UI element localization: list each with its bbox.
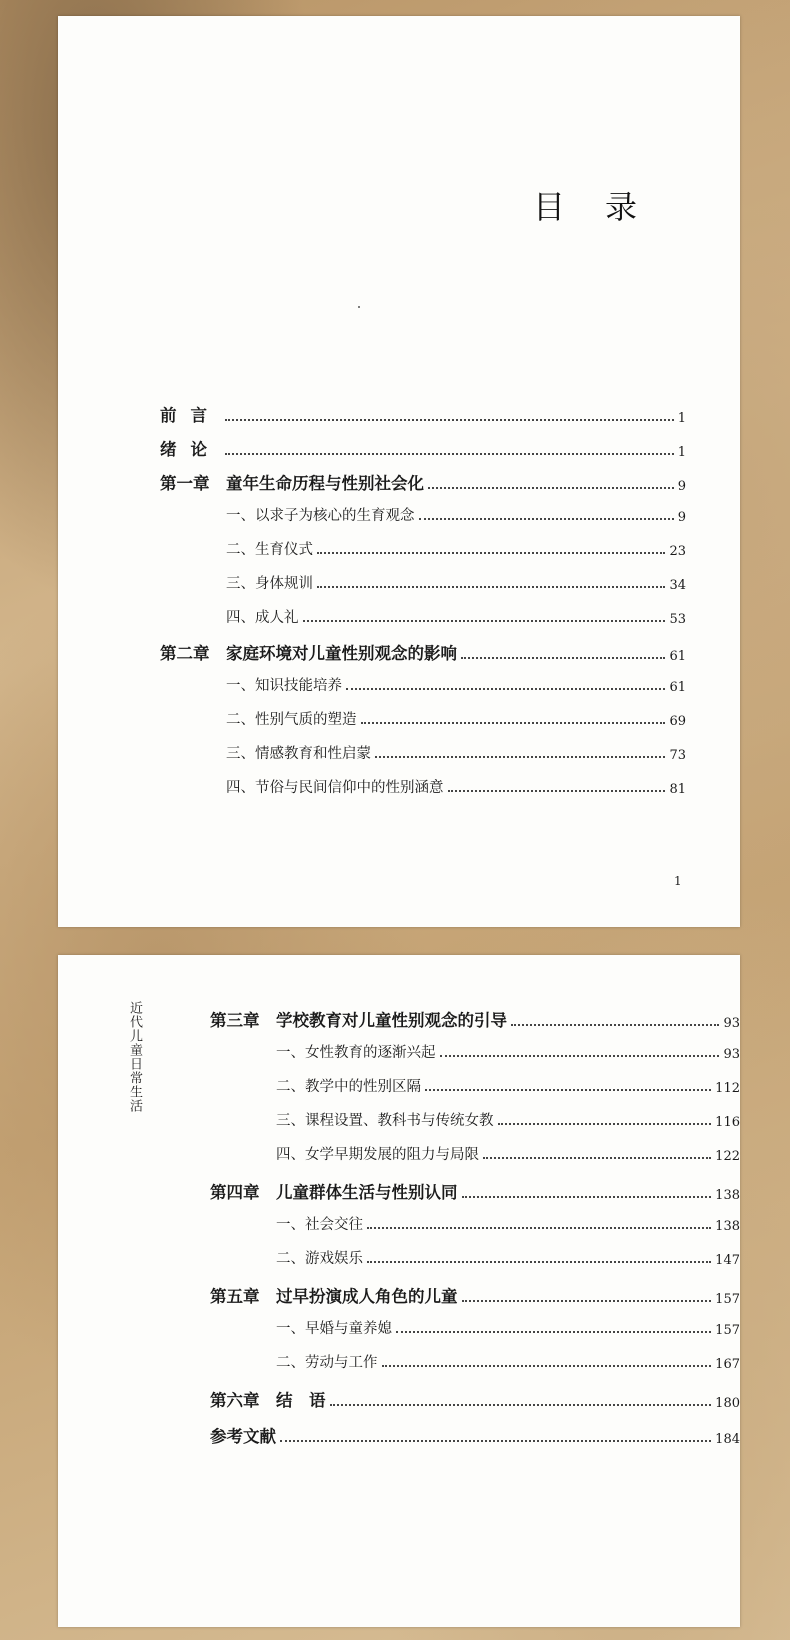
toc-entry-label: 第六章 结 语 <box>210 1391 326 1410</box>
toc-entry-page: 69 <box>669 714 686 729</box>
toc-entry-label: 一、知识技能培养 <box>226 678 342 694</box>
toc-entry-page: 184 <box>715 1432 740 1447</box>
toc-entry-label: 绪论 <box>160 440 221 459</box>
toc-entry-label: 四、节俗与民间信仰中的性别涵意 <box>226 780 444 796</box>
toc-entry-section[interactable] <box>276 1075 740 1096</box>
toc-entry-page: 167 <box>715 1357 740 1372</box>
toc-entry-chapter-3[interactable] <box>210 1007 740 1031</box>
toc-entry-label: 一、以求子为核心的生育观念 <box>226 508 415 524</box>
toc-entry-section[interactable] <box>276 1041 740 1062</box>
toc-entry-label: 一、早婚与童养媳 <box>276 1321 392 1337</box>
toc-entry-label: 二、游戏娱乐 <box>276 1251 363 1267</box>
toc-entry-section[interactable] <box>276 1213 740 1234</box>
toc-title-char-2: 录 <box>605 188 642 226</box>
toc-entry-section[interactable] <box>226 538 686 559</box>
dot-leader <box>317 586 665 588</box>
toc-entry-section[interactable] <box>276 1317 740 1338</box>
toc-entry-page: 116 <box>715 1115 740 1130</box>
toc-entry-page: 53 <box>669 612 686 627</box>
toc-entry-page: 1 <box>677 445 686 460</box>
toc-entry-page: 61 <box>669 680 686 695</box>
stray-dot <box>358 306 360 308</box>
dot-leader <box>462 1196 712 1198</box>
toc-entry-section[interactable] <box>226 674 686 695</box>
toc-entry-label: 一、女性教育的逐渐兴起 <box>276 1045 436 1061</box>
toc-entry-section[interactable] <box>226 606 686 627</box>
dot-leader <box>511 1024 719 1026</box>
toc-entry-label: 二、劳动与工作 <box>276 1355 378 1371</box>
toc-entry-section[interactable] <box>226 742 686 763</box>
toc-entry-label: 第五章 过早扮演成人角色的儿童 <box>210 1287 458 1306</box>
toc-entry-page: 81 <box>669 782 686 797</box>
toc-entry-label: 一、社会交往 <box>276 1217 363 1233</box>
dot-leader <box>419 518 674 520</box>
toc-entry-page: 122 <box>715 1149 740 1164</box>
toc-entry-label: 三、情感教育和性启蒙 <box>226 746 371 762</box>
dot-leader <box>440 1055 720 1057</box>
toc-entry-page: 73 <box>669 748 686 763</box>
toc-entry-preface[interactable] <box>160 402 686 426</box>
dot-leader <box>461 657 665 659</box>
toc-entry-page: 138 <box>715 1188 740 1203</box>
toc-entry-page: 93 <box>723 1016 740 1031</box>
dot-leader <box>382 1365 712 1367</box>
toc-entry-section[interactable] <box>276 1247 740 1268</box>
toc-title-char-1: 目 <box>533 188 570 226</box>
toc-entry-introduction[interactable] <box>160 436 686 460</box>
dot-leader <box>375 756 665 758</box>
toc-entry-page: 112 <box>715 1081 740 1096</box>
toc-entry-label: 三、身体规训 <box>226 576 313 592</box>
dot-leader <box>448 790 666 792</box>
toc-entry-page: 138 <box>715 1219 740 1234</box>
toc-entry-page: 180 <box>715 1396 740 1411</box>
dot-leader <box>367 1261 711 1263</box>
toc-entry-page: 1 <box>677 411 686 426</box>
toc-entry-page: 157 <box>715 1292 740 1307</box>
toc-entry-page: 23 <box>669 544 686 559</box>
toc-entry-section[interactable] <box>276 1143 740 1164</box>
toc-entry-label: 第四章 儿童群体生活与性别认同 <box>210 1183 458 1202</box>
toc-entry-label: 参考文献 <box>210 1427 276 1446</box>
toc-entry-section[interactable] <box>226 572 686 593</box>
dot-leader <box>317 552 665 554</box>
dot-leader <box>396 1331 711 1333</box>
toc-entry-page: 9 <box>677 510 686 525</box>
toc-entry-section[interactable] <box>276 1109 740 1130</box>
toc-entry-chapter-1[interactable] <box>160 470 686 494</box>
toc-entry-label: 四、成人礼 <box>226 610 299 626</box>
toc-entry-chapter-5[interactable] <box>210 1283 740 1307</box>
toc-entry-label: 三、课程设置、教科书与传统女教 <box>276 1113 494 1129</box>
toc-entry-section[interactable] <box>226 708 686 729</box>
toc-entry-label: 第一章 童年生命历程与性别社会化 <box>160 474 424 493</box>
toc-entry-label: 二、教学中的性别区隔 <box>276 1079 421 1095</box>
dot-leader <box>225 419 674 421</box>
dot-leader <box>330 1404 712 1406</box>
dot-leader <box>225 453 674 455</box>
dot-leader <box>462 1300 712 1302</box>
toc-entry-chapter-2[interactable] <box>160 640 686 664</box>
toc-entry-label: 第三章 学校教育对儿童性别观念的引导 <box>210 1011 507 1030</box>
toc-page-1 <box>58 16 740 927</box>
toc-entry-chapter-6[interactable] <box>210 1387 740 1411</box>
running-head: 近代儿童日常生活 <box>127 1001 142 1113</box>
toc-entry-section[interactable] <box>226 504 686 525</box>
toc-title <box>533 182 733 228</box>
toc-entry-label: 四、女学早期发展的阻力与局限 <box>276 1147 479 1163</box>
dot-leader <box>367 1227 711 1229</box>
toc-entry-label: 第二章 家庭环境对儿童性别观念的影响 <box>160 644 457 663</box>
toc-entry-page: 34 <box>669 578 686 593</box>
dot-leader <box>346 688 665 690</box>
dot-leader <box>425 1089 711 1091</box>
dot-leader <box>361 722 666 724</box>
toc-entry-label: 二、生育仪式 <box>226 542 313 558</box>
dot-leader <box>303 620 666 622</box>
dot-leader <box>483 1157 711 1159</box>
toc-page-2 <box>58 955 740 1627</box>
toc-entry-references[interactable] <box>210 1423 740 1447</box>
toc-entry-page: 93 <box>723 1047 740 1062</box>
toc-entry-page: 147 <box>715 1253 740 1268</box>
dot-leader <box>498 1123 712 1125</box>
toc-entry-page: 9 <box>677 479 686 494</box>
toc-entry-page: 157 <box>715 1323 740 1338</box>
toc-entry-page: 61 <box>669 649 686 664</box>
toc-entry-section[interactable] <box>276 1351 740 1372</box>
page-number: 1 <box>674 874 682 888</box>
dot-leader <box>428 487 674 489</box>
toc-entry-chapter-4[interactable] <box>210 1179 740 1203</box>
toc-entry-section[interactable] <box>226 776 686 797</box>
toc-entry-label: 二、性别气质的塑造 <box>226 712 357 728</box>
dot-leader <box>280 1440 711 1442</box>
toc-entry-label: 前言 <box>160 406 221 425</box>
